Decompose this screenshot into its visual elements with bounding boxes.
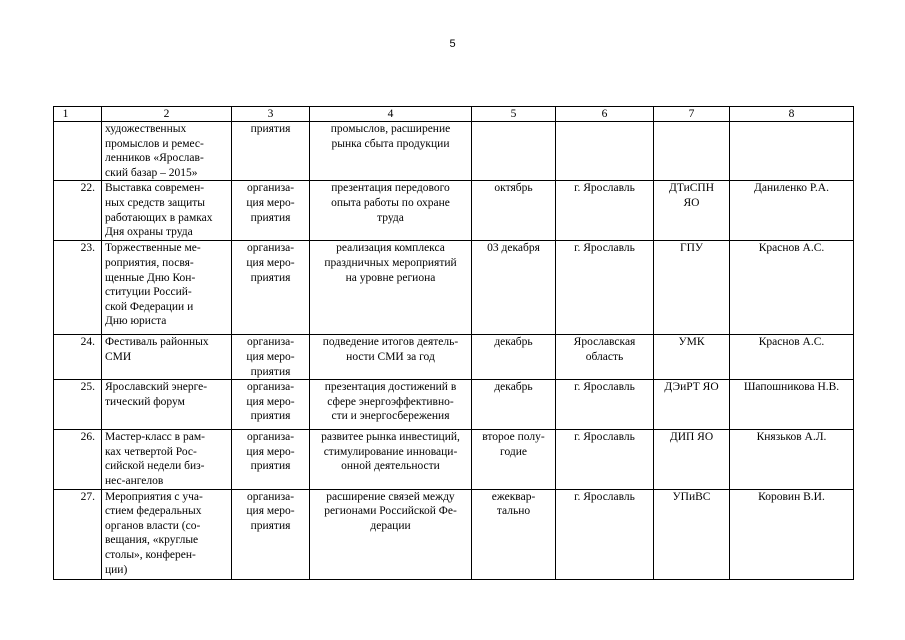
form-cell: приятия bbox=[232, 122, 310, 181]
page-number: 5 bbox=[449, 38, 456, 50]
event-name-cell: Торжественные ме- роприятия, посвя- щенные Дню Кон- ституции Россий- ской Федерации и Дню юриста bbox=[102, 241, 232, 335]
event-name-cell: Фестиваль районных СМИ bbox=[102, 335, 232, 380]
event-name-cell: Ярославский энерге- тический форум bbox=[102, 380, 232, 430]
organizer-cell: ДТиСПН ЯО bbox=[654, 181, 730, 241]
goal-cell: презентация передового опыта работы по охране труда bbox=[310, 181, 472, 241]
row-number-cell: 25. bbox=[54, 380, 102, 430]
goal-cell: реализация комплекса праздничных мероприятий на уровне региона bbox=[310, 241, 472, 335]
table-row bbox=[54, 181, 854, 241]
organizer-cell: ДИП ЯО bbox=[654, 430, 730, 489]
date-cell: декабрь bbox=[472, 335, 556, 380]
event-name-cell: художественных промыслов и ремес- ленников «Ярослав- ский базар – 2015» bbox=[102, 122, 232, 181]
goal-cell: расширение связей между регионами Российской Фе- дерации bbox=[310, 489, 472, 579]
goal-cell: презентация достижений в сфере энергоэффективно- сти и энергосбережения bbox=[310, 380, 472, 430]
table-row bbox=[54, 430, 854, 489]
date-cell bbox=[472, 122, 556, 181]
header-cell-4: 4 bbox=[310, 107, 472, 122]
table-row bbox=[54, 380, 854, 430]
responsible-cell: Шапошникова Н.В. bbox=[730, 380, 854, 430]
events-table-container bbox=[53, 106, 853, 580]
responsible-cell: Князьков А.Л. bbox=[730, 430, 854, 489]
form-cell: организа- ция меро- приятия bbox=[232, 335, 310, 380]
place-cell: г. Ярославль bbox=[556, 380, 654, 430]
form-cell: организа- ция меро- приятия bbox=[232, 430, 310, 489]
event-name-cell: Мероприятия с уча- стием федеральных органов власти (со- вещания, «круглые столы», конферен- ции) bbox=[102, 489, 232, 579]
form-cell: организа- ция меро- приятия bbox=[232, 241, 310, 335]
responsible-cell: Коровин В.И. bbox=[730, 489, 854, 579]
form-cell: организа- ция меро- приятия bbox=[232, 380, 310, 430]
place-cell: Ярославская область bbox=[556, 335, 654, 380]
place-cell: г. Ярославль bbox=[556, 489, 654, 579]
event-name-cell: Мастер-класс в рам- ках четвертой Рос- сийской недели биз- нес-ангелов bbox=[102, 430, 232, 489]
row-number-cell: 24. bbox=[54, 335, 102, 380]
goal-cell: развитее рынка инвестиций, стимулирование инноваци- онной деятельности bbox=[310, 430, 472, 489]
header-cell-2: 2 bbox=[102, 107, 232, 122]
date-cell: октябрь bbox=[472, 181, 556, 241]
form-cell: организа- ция меро- приятия bbox=[232, 181, 310, 241]
header-cell-3: 3 bbox=[232, 107, 310, 122]
header-cell-5: 5 bbox=[472, 107, 556, 122]
responsible-cell: Даниленко Р.А. bbox=[730, 181, 854, 241]
place-cell bbox=[556, 122, 654, 181]
responsible-cell: Краснов А.С. bbox=[730, 241, 854, 335]
place-cell: г. Ярославль bbox=[556, 430, 654, 489]
header-cell-6: 6 bbox=[556, 107, 654, 122]
goal-cell: промыслов, расширение рынка сбыта продукции bbox=[310, 122, 472, 181]
date-cell: ежеквар- тально bbox=[472, 489, 556, 579]
responsible-cell bbox=[730, 122, 854, 181]
row-number-cell: 27. bbox=[54, 489, 102, 579]
table-row bbox=[54, 335, 854, 380]
events-table bbox=[53, 106, 854, 580]
table-row bbox=[54, 122, 854, 181]
row-number-cell bbox=[54, 122, 102, 181]
table-header-row bbox=[54, 107, 854, 122]
date-cell: декабрь bbox=[472, 380, 556, 430]
date-cell: 03 декабря bbox=[472, 241, 556, 335]
place-cell: г. Ярославль bbox=[556, 181, 654, 241]
form-cell: организа- ция меро- приятия bbox=[232, 489, 310, 579]
header-cell-8: 8 bbox=[730, 107, 854, 122]
row-number-cell: 22. bbox=[54, 181, 102, 241]
event-name-cell: Выставка современ- ных средств защиты работающих в рамках Дня охраны труда bbox=[102, 181, 232, 241]
header-cell-7: 7 bbox=[654, 107, 730, 122]
organizer-cell bbox=[654, 122, 730, 181]
organizer-cell: ДЭиРТ ЯО bbox=[654, 380, 730, 430]
table-row bbox=[54, 241, 854, 335]
responsible-cell: Краснов А.С. bbox=[730, 335, 854, 380]
place-cell: г. Ярославль bbox=[556, 241, 654, 335]
table-row bbox=[54, 489, 854, 579]
organizer-cell: ГПУ bbox=[654, 241, 730, 335]
header-cell-1: 1 bbox=[54, 107, 102, 122]
row-number-cell: 23. bbox=[54, 241, 102, 335]
organizer-cell: УМК bbox=[654, 335, 730, 380]
goal-cell: подведение итогов деятель- ности СМИ за год bbox=[310, 335, 472, 380]
organizer-cell: УПиВС bbox=[654, 489, 730, 579]
row-number-cell: 26. bbox=[54, 430, 102, 489]
date-cell: второе полу- годие bbox=[472, 430, 556, 489]
